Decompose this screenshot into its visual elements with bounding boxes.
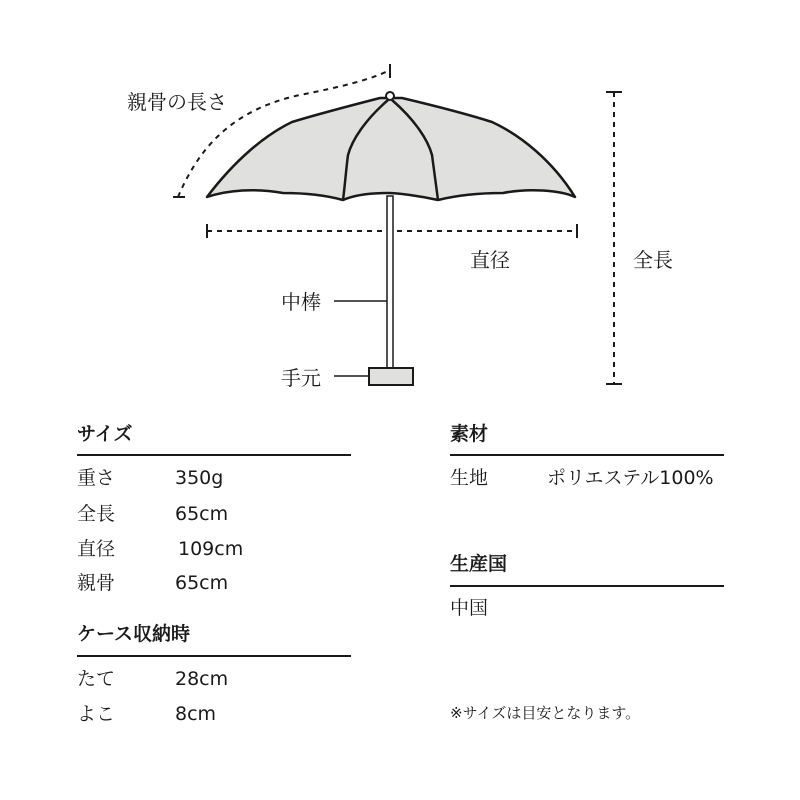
handle-label: 手元 [281,366,321,390]
material-section-divider [450,454,724,456]
diameter-label: 直径 [470,248,510,272]
material-row-label: 生地 [450,467,489,489]
material-section-title: 素材 [450,423,489,445]
origin-section-divider [450,585,724,587]
material-row-value: ポリエステル100% [547,467,714,489]
size-row-label: 全長 [77,503,116,525]
origin-section-title: 生産国 [450,553,508,575]
handle [369,368,413,385]
rib-length-label: 親骨の長さ [127,90,227,114]
case-row-value: 8cm [175,703,217,725]
case-row-label: よこ [77,703,116,725]
size-row-label: 直径 [77,538,116,560]
case-section-title: ケース収納時 [77,623,191,645]
size-row-value: 65cm [175,503,229,525]
case-row-label: たて [77,668,116,690]
size-section-title: サイズ [77,423,133,445]
size-section-divider [77,454,351,456]
shaft [387,196,393,368]
size-row-value: 350g [175,467,224,489]
total-length-label: 全長 [633,248,673,272]
umbrella-tip [386,92,394,100]
size-row-value: 65cm [175,572,229,594]
origin-value: 中国 [450,597,489,619]
size-row-label: 重さ [77,467,116,489]
case-section-divider [77,655,351,657]
size-row-label: 親骨 [77,572,116,594]
shaft-label: 中棒 [281,290,321,314]
case-row-value: 28cm [175,668,229,690]
size-disclaimer-note: ※サイズは目安となります。 [450,704,641,722]
canopy [207,98,575,200]
size-row-value: 109cm [178,538,244,560]
